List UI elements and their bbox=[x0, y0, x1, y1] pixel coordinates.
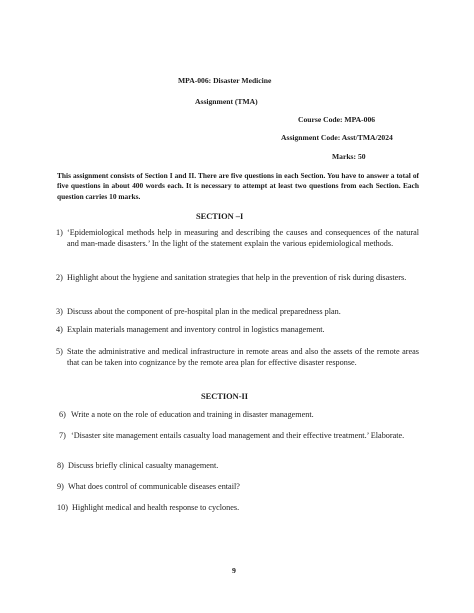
question-text: ‘Disaster site management entails casualty load management and their effective treatment.’ Elaborate. bbox=[71, 431, 405, 440]
question-number: 6) bbox=[59, 410, 66, 419]
question-2 bbox=[56, 272, 419, 283]
question-3 bbox=[56, 306, 419, 317]
question-number: 2) bbox=[56, 273, 63, 282]
question-text: What does control of communicable diseases entail? bbox=[68, 482, 240, 491]
question-number: 7) bbox=[59, 431, 66, 440]
question-5 bbox=[56, 346, 419, 368]
question-text: Discuss about the component of pre-hospital plan in the medical preparedness plan. bbox=[67, 307, 341, 316]
question-number: 9) bbox=[57, 482, 64, 491]
question-1 bbox=[56, 227, 419, 249]
question-number: 1) bbox=[56, 228, 63, 237]
page-number: 9 bbox=[232, 566, 236, 575]
question-text: State the administrative and medical infrastructure in remote areas and also the assets of the remote areas that can be taken into cognizance by the remote area plan for effective disaster response. bbox=[67, 347, 419, 368]
course-code: Course Code: MPA-006 bbox=[298, 115, 376, 124]
question-text: Write a note on the role of education and training in disaster management. bbox=[71, 410, 314, 419]
question-text: Highlight about the hygiene and sanitation strategies that help in the prevention of risk during disasters. bbox=[67, 273, 407, 282]
question-10 bbox=[57, 502, 419, 513]
instructions: This assignment consists of Section I and II. There are five questions in each Section. You have to answer a total of five questions in about 400 words each. It is necessary to attempt at least two questions from each Section. Each question carries 10 marks. bbox=[57, 171, 419, 201]
question-text: Highlight medical and health response to cyclones. bbox=[72, 503, 240, 512]
question-8 bbox=[57, 460, 419, 471]
question-number: 10) bbox=[57, 503, 68, 512]
question-7 bbox=[59, 430, 419, 441]
question-6 bbox=[59, 409, 419, 420]
question-text: Discuss briefly clinical casualty management. bbox=[68, 461, 219, 470]
section-1-title: SECTION –I bbox=[196, 212, 244, 221]
question-9 bbox=[57, 481, 419, 492]
question-4 bbox=[56, 324, 419, 335]
assignment-code: Assignment Code: Asst/TMA/2024 bbox=[281, 133, 393, 142]
marks: Marks: 50 bbox=[332, 152, 366, 161]
question-number: 3) bbox=[56, 307, 63, 316]
question-number: 4) bbox=[56, 325, 63, 334]
section-2-title: SECTION-II bbox=[201, 392, 249, 401]
assignment-heading: Assignment (TMA) bbox=[195, 97, 258, 106]
question-number: 8) bbox=[57, 461, 64, 470]
question-text: Explain materials management and inventory control in logistics management. bbox=[67, 325, 325, 334]
course-title: MPA-006: Disaster Medicine bbox=[178, 76, 272, 85]
question-text: ‘Epidemiological methods help in measuring and describing the causes and consequences of the natural and man-made disasters.’ In the light of the statement explain the various epidemiological methods. bbox=[67, 228, 419, 249]
question-number: 5) bbox=[56, 347, 63, 356]
